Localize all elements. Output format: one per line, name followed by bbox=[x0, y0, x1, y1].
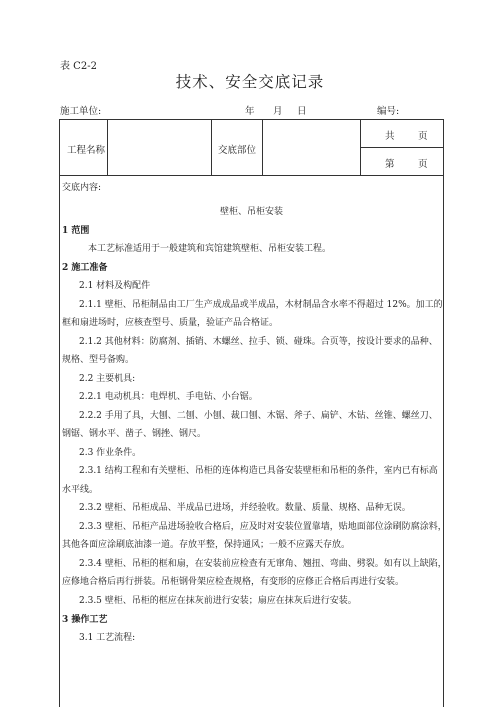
total-pages-unit: 页 bbox=[418, 131, 428, 142]
year-label: 年 bbox=[245, 106, 255, 117]
content-intro: 交底内容: bbox=[62, 183, 102, 193]
paragraph: 2.3.3 壁柜、吊柜产品进场验收合格后，应及时对安装位置靠墙，贴地面部位涂刷防腐涂料， bbox=[79, 522, 447, 532]
day-label: 日 bbox=[297, 106, 307, 117]
subsection-title: 3.1 工艺流程: bbox=[79, 633, 136, 643]
paragraph: 2.1.1 壁柜、吊柜制品由工厂生产成成品或半成品，木材制品含水率不得超过 12%。加工的 bbox=[79, 300, 443, 310]
section-title: 2 施工准备 bbox=[62, 263, 108, 273]
section-title: 3 操作工艺 bbox=[62, 615, 108, 625]
section-title: 1 范围 bbox=[62, 226, 90, 236]
serial-number-label: 编号: bbox=[377, 106, 400, 117]
month-label: 月 bbox=[273, 106, 283, 117]
table-divider bbox=[211, 120, 212, 175]
paragraph: 钢锯、钢水平、凿子、钢挫、钢尺。 bbox=[62, 429, 207, 439]
paragraph: 本工艺标准适用于一般建筑和宾馆建筑壁柜、吊柜安装工程。 bbox=[88, 244, 332, 254]
paragraph: 规格、型号备购。 bbox=[62, 355, 135, 365]
paragraph: 水平线。 bbox=[62, 485, 99, 495]
document-title: 技术、安全交底记录 bbox=[175, 73, 325, 91]
paragraph: 应修地合格后再行拼装。吊柜钢骨架应检查规格，有变形的应修正合格后再进行安装。 bbox=[62, 577, 405, 587]
paragraph: 2.3.2 壁柜、吊柜成品、半成品已进场，并经验收。数量、质量、规格、品种无误。 bbox=[79, 503, 411, 513]
project-name-label: 工程名称 bbox=[67, 145, 106, 156]
table-divider bbox=[60, 175, 444, 176]
handover-part-label: 交底部位 bbox=[218, 145, 257, 156]
paragraph: 其他各面应涂刷底油漆一道。存放平整，保持通风；一般不应露天存放。 bbox=[62, 540, 351, 550]
table-divider bbox=[107, 120, 108, 175]
page-number-label: 第 bbox=[385, 159, 395, 170]
total-pages-label: 共 bbox=[385, 131, 395, 142]
form-code: 表 C2-2 bbox=[60, 61, 97, 72]
paragraph: 2.3.5 壁柜、吊柜的框应在抹灰前进行安装；扇应在抹灰后进行安装。 bbox=[79, 596, 357, 606]
paragraph: 框和扇进场时，应核查型号、质量，验证产品合格证。 bbox=[62, 318, 279, 328]
paragraph: 2.3.1 结构工程和有关壁柜、吊柜的连体构造已具备安装壁柜和吊柜的条件，室内已有标高 bbox=[79, 466, 438, 476]
subsection-title: 2.2 主要机具: bbox=[79, 374, 136, 384]
subsection-title: 2.1 材料及构配件 bbox=[79, 281, 151, 291]
paragraph: 2.3.4 壁柜、吊柜的框和扇，在安装前应检查有无窜角、翘扭、弯曲、劈裂。如有以上缺陷， bbox=[79, 559, 447, 569]
paragraph: 2.2.2 手用了具，大刨、二刨、小刨、裁口刨、木锯、斧子、扁铲、木钻、丝锥、螺丝刀、 bbox=[79, 411, 438, 421]
page-number-unit: 页 bbox=[418, 159, 428, 170]
paragraph: 2.2.1 电动机具：电焊机、手电钻、小台锯。 bbox=[79, 392, 258, 402]
table-divider bbox=[360, 147, 444, 148]
section-heading: 壁柜、吊柜安装 bbox=[220, 207, 284, 217]
paragraph: 2.1.2 其他材料：防腐剂、插销、木螺丝、拉手、锁、碰珠。合页等，按设计要求的品种、 bbox=[79, 337, 438, 347]
table-divider bbox=[262, 120, 263, 175]
construction-unit-label: 施工单位: bbox=[60, 106, 102, 117]
subsection-title: 2.3 作业条件。 bbox=[79, 448, 142, 458]
